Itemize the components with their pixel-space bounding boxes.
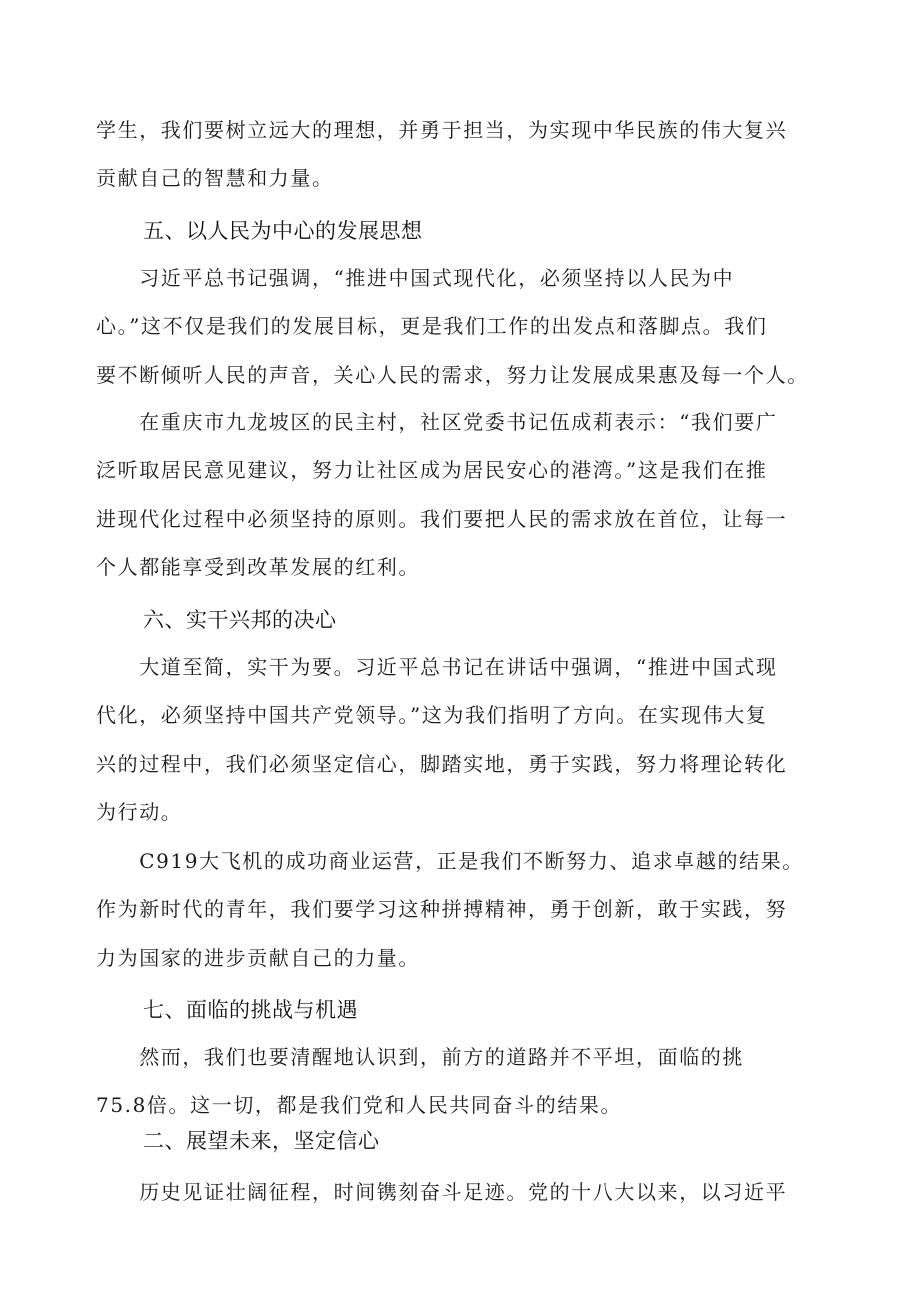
paragraph-4: 大道至简，实干为要。习近平总书记在讲话中强调，“推进中国式现 代化，必须坚持中国共产党领导。”这为我们指明了方向。在实现伟大复 兴的过程中，我们必须坚定信心，脚踏实地，勇于实践，努力将理论转化 为行动。 bbox=[96, 655, 788, 825]
paragraph-block bbox=[96, 837, 836, 982]
heading-section-6: 六、实干兴邦的决心 bbox=[143, 608, 337, 632]
paragraph-block bbox=[96, 398, 836, 592]
paragraph-2: 习近平总书记强调，“推进中国式现代化，必须坚持以人民为中 心。”这不仅是我们的发展目标，更是我们工作的出发点和落脚点。我们 要不断倾听人民的声音，关心人民的需求，努力让发展成果惠及每一个人。 bbox=[96, 266, 809, 387]
paragraph-block bbox=[96, 1033, 836, 1130]
paragraph-block bbox=[96, 106, 836, 203]
heading-section-2: 二、展望未来，坚定信心 bbox=[143, 1129, 380, 1153]
paragraph-3: 在重庆市九龙坡区的民主村，社区党委书记伍成莉表示：“我们要广 泛听取居民意见建议，努力让社区成为居民安心的港湾。”这是我们在推 进现代化过程中必须坚持的原则。我们要把人民的需求放在首位，让每一 个人都能享受到改革发展的红利。 bbox=[96, 410, 788, 580]
heading-section-7: 七、面临的挑战与机遇 bbox=[143, 998, 358, 1022]
paragraph-7: 历史见证壮阔征程，时间镌刻奋斗足迹。党的十八大以来，以习近平 bbox=[96, 1180, 788, 1204]
paragraph-5: C919大飞机的成功商业运营，正是我们不断努力、追求卓越的结果。 作为新时代的青年，我们要学习这种拼搏精神，勇于创新，敢于实践，努 力为国家的进步贡献自己的力量。 bbox=[96, 849, 804, 970]
paragraph-1: 学生，我们要树立远大的理想，并勇于担当，为实现中华民族的伟大复兴 贡献自己的智慧和力量。 bbox=[96, 118, 788, 191]
paragraph-block bbox=[96, 643, 836, 837]
paragraph-6: 然而，我们也要清醒地认识到，前方的道路并不平坦，面临的挑 75.8倍。这一切，都是我们党和人民共同奋斗的结果。 bbox=[96, 1045, 744, 1118]
heading-section-5: 五、以人民为中心的发展思想 bbox=[143, 219, 423, 243]
paragraph-block bbox=[96, 1168, 836, 1216]
paragraph-block bbox=[96, 254, 836, 399]
